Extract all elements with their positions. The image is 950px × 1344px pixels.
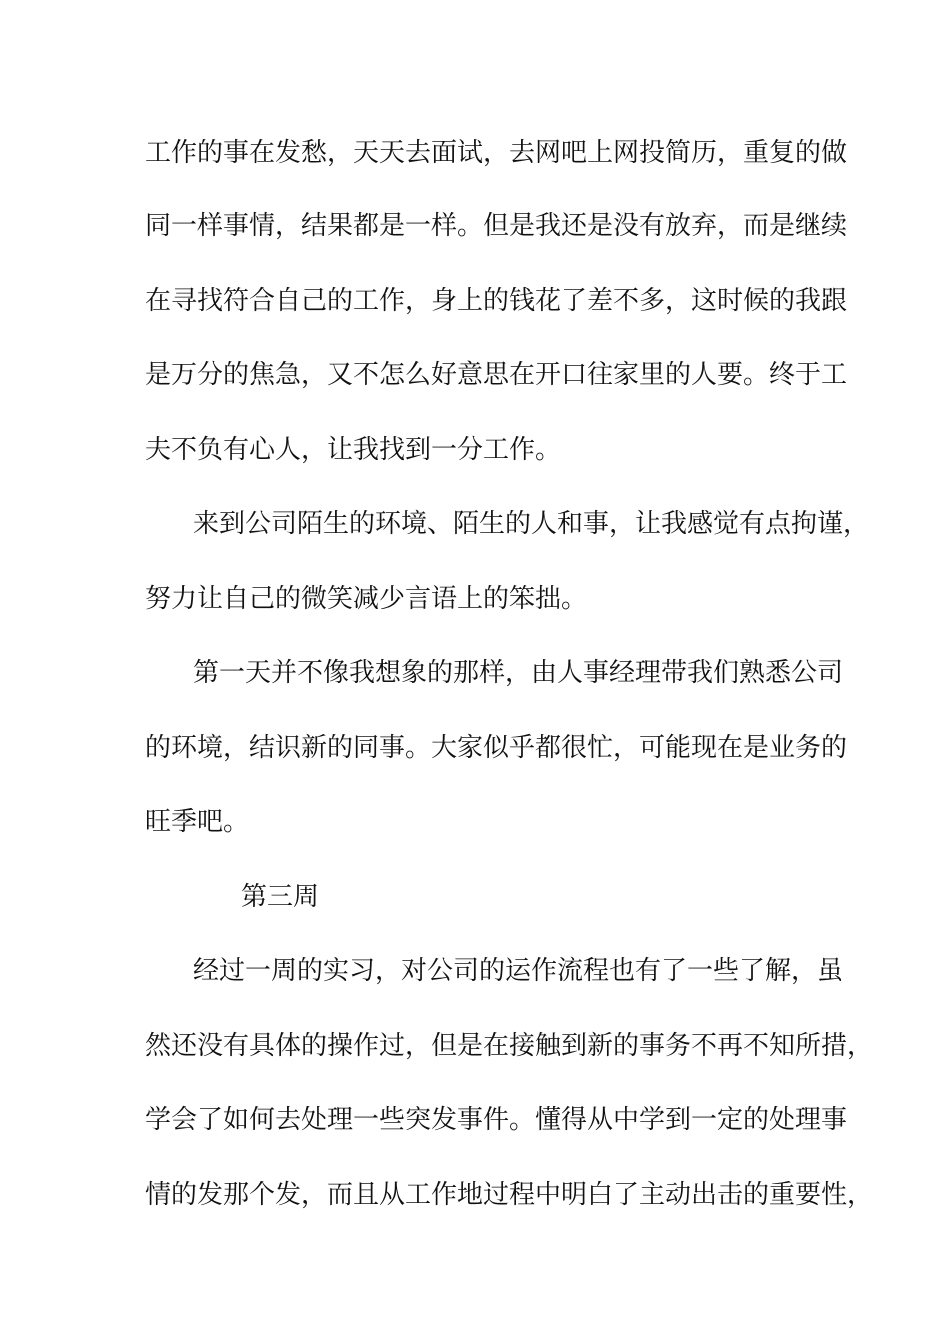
text-line: 工作的事在发愁，天天去面试，去网吧上网投简历，重复的做 — [145, 138, 848, 168]
paragraph-first-line: 来到公司陌生的环境、陌生的人和事，让我感觉有点拘谨， — [193, 509, 870, 539]
text-line: 努力让自己的微笑减少言语上的笨拙。 — [145, 584, 588, 614]
text-line: 情的发那个发，而且从工作地过程中明白了主动出击的重要性， — [145, 1180, 874, 1210]
text-line: 是万分的焦急，又不怎么好意思在开口往家里的人要。终于工 — [145, 360, 848, 390]
text-line: 学会了如何去处理一些突发事件。懂得从中学到一定的处理事 — [145, 1105, 848, 1135]
paragraph-first-line: 第一天并不像我想象的那样，由人事经理带我们熟悉公司 — [193, 658, 844, 688]
text-line: 然还没有具体的操作过，但是在接触到新的事务不再不知所措， — [145, 1031, 874, 1061]
text-line: 同一样事情，结果都是一样。但是我还是没有放弃，而是继续 — [145, 211, 848, 241]
text-line: 的环境，结识新的同事。大家似乎都很忙，可能现在是业务的 — [145, 733, 848, 763]
text-line: 夫不负有心人，让我找到一分工作。 — [145, 435, 562, 465]
text-line: 在寻找符合自己的工作，身上的钱花了差不多，这时候的我跟 — [145, 286, 848, 316]
text-line: 旺季吧。 — [145, 807, 250, 837]
section-heading: 第三周 — [241, 882, 320, 912]
paragraph-first-line: 经过一周的实习，对公司的运作流程也有了一些了解，虽 — [193, 956, 844, 986]
